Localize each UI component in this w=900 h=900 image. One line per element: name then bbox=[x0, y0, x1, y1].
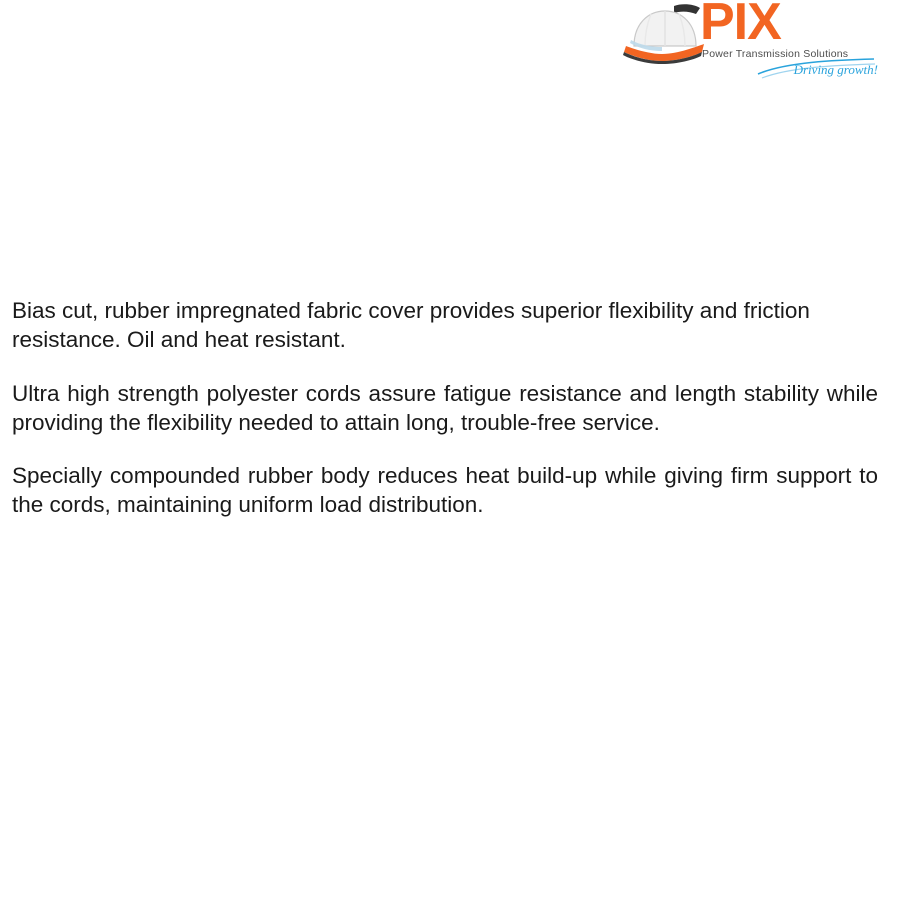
paragraph-2: Ultra high strength polyester cords assure fatigue resistance and length stability while providing the flexibility needed to attain long, trouble-free service. bbox=[12, 380, 878, 435]
brand-name: PIX bbox=[700, 0, 781, 51]
pix-logo bbox=[616, 0, 878, 92]
safety-helmet-icon bbox=[616, 2, 708, 64]
brand-slogan: Driving growth! bbox=[793, 62, 878, 77]
paragraph-3: Specially compounded rubber body reduces heat build-up while giving firm support to the cords, maintaining uniform load distribution. bbox=[12, 463, 878, 518]
document-body bbox=[12, 296, 878, 520]
brand-tagline: Power Transmission Solutions bbox=[702, 48, 849, 60]
paragraph-1: Bias cut, rubber impregnated fabric cover provides superior flexibility and friction resistance. Oil and heat resistant. bbox=[12, 298, 810, 353]
